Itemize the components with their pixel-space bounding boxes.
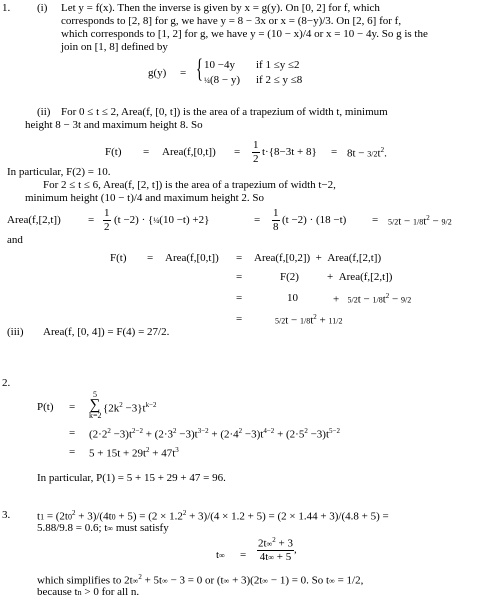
F-lhs: F(t) bbox=[105, 146, 122, 158]
part-i-label: (i) bbox=[37, 2, 48, 14]
part-ii-line-4: minimum height (10 − t)/4 and maximum height 2. So bbox=[25, 192, 265, 204]
P-expanded: $(2\cdot 2^2 -3)t^{2-2} + (2\cdot 3^2 -3)t^{3-2} + (2\cdot 4^2 -3)t^{4-2} + (2\cdot 5^2 -3)t^{5-2}$ bbox=[89, 427, 340, 441]
P-simplified: $5 + 15t + 29t^2 + 47t^3$ bbox=[89, 446, 179, 460]
part-iii-label: (iii) bbox=[7, 326, 24, 338]
problem-2-number: 2. bbox=[2, 377, 11, 389]
P-eq-3: = bbox=[69, 446, 76, 458]
Ft-eq-a: = bbox=[147, 252, 154, 264]
Ft-row-4: $5/2t - 1/8t^2 + 11/2$ bbox=[275, 313, 343, 327]
F-eq-3: = bbox=[331, 146, 338, 158]
A-eq-1: = bbox=[88, 214, 95, 226]
Ft-row-1: Area(f,[0,2]) + Area(f,[2,t]) bbox=[254, 252, 382, 264]
problem-3-number: 3. bbox=[2, 509, 11, 521]
and-word: and bbox=[7, 234, 23, 246]
F-half-expr: t·{8−3t + 8} bbox=[262, 146, 317, 158]
part-i-line-1: Let y = f(x). Then the inverse is given by x = g(y). On [0, 2] for f, which bbox=[61, 2, 380, 14]
A-eq-3: = bbox=[372, 214, 379, 226]
A-half-frac: $\frac{1}{2}$ bbox=[104, 207, 110, 233]
part-ii-line-3: For 2 ≤ t ≤ 6, Area(f, [2, t]) is the area of a trapezium of width t−2, bbox=[43, 179, 336, 191]
F-half-frac: $\frac{1}{2}$ bbox=[253, 139, 259, 165]
p3-line-4: because tn > 0 for all n. bbox=[37, 586, 140, 598]
P-sum-body: $\{2k^2 -3\}t^{k-2}$ bbox=[103, 401, 157, 415]
A-eighth-frac: $\frac{1}{8}$ bbox=[273, 207, 279, 233]
part-iii-text: Area(f, [0, 4]) = F(4) = 27/2. bbox=[43, 326, 170, 338]
part-i-line-2: corresponds to [2, 8] for g, we have y = 8 − 3x or x = (8−y)/3. On [2, 6] for f, bbox=[61, 15, 402, 27]
A-rhs-3: $5/2t - 1/8t^2 - 9/2$ bbox=[388, 214, 452, 228]
A-rhs-2: (t −2) · (18 −t) bbox=[282, 214, 347, 226]
t-inf-lhs: t∞ bbox=[216, 549, 225, 561]
A-rhs-1: (t −2) · {¼(10 −t) +2} bbox=[114, 214, 210, 226]
g-equals: = bbox=[180, 67, 187, 79]
F-eq-2: = bbox=[234, 146, 241, 158]
g-case-2-cond: if 2 ≤ y ≤8 bbox=[256, 74, 303, 86]
Ft-10: 10 bbox=[287, 292, 298, 304]
t-inf-fraction: $\frac{2t\infty^2 + 3}{4t\infty + 5}$ , bbox=[258, 536, 297, 564]
Ft-eq-2: = bbox=[236, 271, 243, 283]
Ft-eq-3: = bbox=[236, 292, 243, 304]
Ft-eq-4: = bbox=[236, 313, 243, 325]
g-case-1-cond: if 1 ≤y ≤2 bbox=[256, 59, 300, 71]
F-result: $8t - 3/2t^2$. bbox=[347, 146, 387, 160]
p3-line-1: $t1 = (2t0^2 + 3)/(4t0 + 5) = (2 \times 1.2^2 + 3)/(4 \times 1.2 + 5) = (2 \times 1.44 + 3)/(4.8 + 5)$ = bbox=[37, 509, 389, 523]
g-case-1-expr: 10 −4y bbox=[204, 59, 235, 71]
P-lhs: P(t) bbox=[37, 401, 54, 413]
part-i-line-4: join on [1, 8] defined by bbox=[61, 41, 168, 53]
g-lhs: g(y) bbox=[148, 67, 167, 79]
F-area: Area(f,[0,t]) bbox=[162, 146, 216, 158]
Ft-row-3: + $5/2t - 1/8t^2 - 9/2$ bbox=[333, 292, 412, 306]
A-lhs: Area(f,[2,t]) bbox=[7, 214, 61, 226]
Ft-area: Area(f,[0,t]) bbox=[165, 252, 219, 264]
P-in-particular: In particular, P(1) = 5 + 15 + 29 + 47 = 96. bbox=[37, 472, 226, 484]
g-case-2: ¼(8 − y) bbox=[204, 74, 241, 86]
part-ii-line-2: height 8 − 3t and maximum height 8. So bbox=[25, 119, 203, 131]
left-brace-icon: { bbox=[196, 54, 203, 83]
P-eq-2: = bbox=[69, 427, 76, 439]
part-ii-line-1: For 0 ≤ t ≤ 2, Area(f, [0, t]) is the area of a trapezium of width t, minimum bbox=[61, 106, 388, 118]
in-particular-F2: In particular, F(2) = 10. bbox=[7, 166, 111, 178]
part-ii-label: (ii) bbox=[37, 106, 51, 118]
problem-1-number: 1. bbox=[2, 2, 11, 14]
Ft-lhs: F(t) bbox=[110, 252, 127, 264]
part-i-line-3: which corresponds to [1, 2] for g, we have y = (10 − x)/4 or x = 10 − 4y. So g is the bbox=[61, 28, 428, 40]
Ft-eq-1: = bbox=[236, 252, 243, 264]
p3-line-2: 5.88/9.8 = 0.6; t∞ must satisfy bbox=[37, 522, 169, 534]
F-eq-1: = bbox=[143, 146, 150, 158]
t-inf-eq: = bbox=[240, 549, 247, 561]
A-eq-2: = bbox=[254, 214, 261, 226]
p3-line-3: which simplifies to 2t∞$^2$ + 5t∞ − 3 = 0 or (t∞ + 3)(2t∞ − 1) = 0. So t∞ = 1/2, bbox=[37, 573, 364, 587]
Ft-F2: F(2) bbox=[280, 271, 299, 283]
Ft-row-2: + Area(f,[2,t]) bbox=[327, 271, 393, 283]
P-eq-1: = bbox=[69, 401, 76, 413]
sum-symbol: 5 ∑ k=2 bbox=[89, 390, 102, 421]
